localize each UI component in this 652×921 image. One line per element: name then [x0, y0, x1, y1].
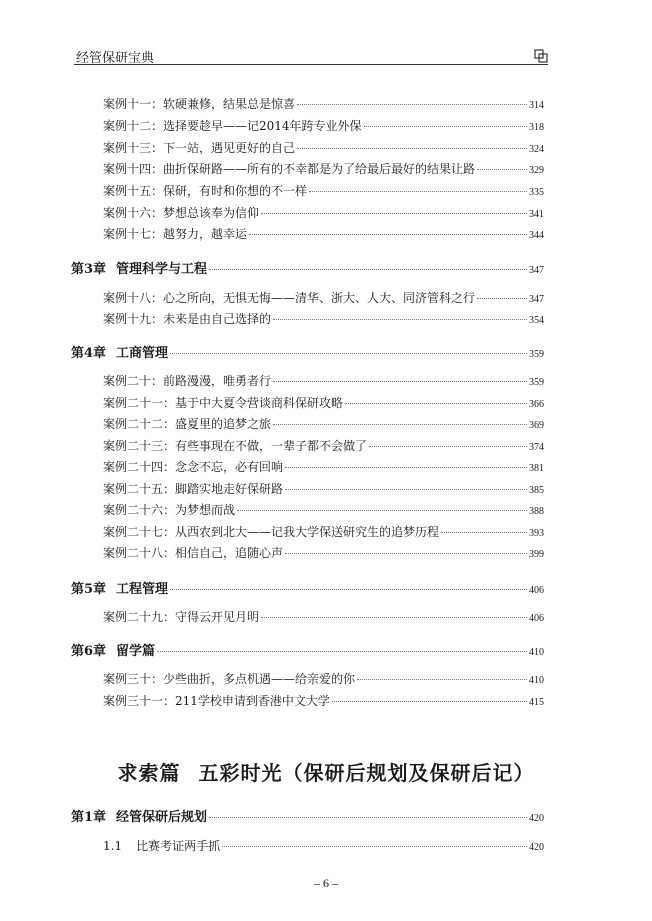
case-title: 为梦想而战: [175, 503, 236, 517]
leader-dots: [369, 446, 527, 447]
page-ref: 399: [529, 549, 544, 560]
leader-dots: [273, 381, 527, 382]
case-label: 案例二十二：: [103, 417, 176, 431]
case-title: 前路漫漫，唯勇者行: [163, 374, 272, 388]
case-title: 少些曲折，多点机遇——给亲爱的你: [163, 672, 356, 686]
case-label: 案例十五：: [103, 184, 164, 198]
case-title: 脚踏实地走好保研路: [175, 482, 284, 496]
leader-dots: [345, 403, 527, 404]
chapter-label: 第6章: [71, 644, 107, 659]
leader-dots: [170, 353, 527, 354]
toc-entry[interactable]: [103, 160, 544, 176]
page-ref: 420: [529, 813, 544, 824]
case-title: 守得云开见月明: [175, 610, 260, 624]
case-title: 从西农到北大——记我大学保送研究生的追梦历程: [175, 525, 440, 539]
leader-dots: [237, 510, 527, 511]
chapter-label: 第4章: [71, 346, 107, 361]
leader-dots: [285, 467, 527, 468]
toc-entry[interactable]: [103, 310, 544, 326]
page-ref: 344: [529, 230, 544, 241]
leader-dots: [261, 213, 527, 214]
toc-chapter[interactable]: [71, 578, 544, 596]
leader-dots: [273, 424, 527, 425]
case-label: 案例二十五：: [103, 482, 176, 496]
leader-dots: [273, 319, 527, 320]
case-title: 越努力，越幸运: [163, 227, 248, 241]
case-title: 梦想总该奉为信仰: [163, 206, 260, 220]
chapter-title: 工程管理: [116, 582, 169, 597]
case-title: 软硬兼修，结果总是惊喜: [163, 97, 296, 111]
chapter-title: 经管保研后规划: [116, 810, 208, 825]
toc-entry[interactable]: [103, 480, 544, 496]
page-ref: 354: [529, 315, 544, 326]
leader-dots: [309, 191, 527, 192]
toc-entry[interactable]: [103, 608, 544, 624]
toc-entry[interactable]: [103, 139, 544, 155]
toc-entry[interactable]: [103, 182, 544, 198]
toc-entry[interactable]: [103, 458, 544, 474]
case-label: 案例三十：: [103, 672, 164, 686]
page-ref: 335: [529, 187, 544, 198]
page-ref: 347: [529, 265, 544, 276]
part-heading: [0, 757, 652, 786]
page-ref: 381: [529, 463, 544, 474]
page-ref: 415: [529, 697, 544, 708]
leader-dots: [285, 553, 527, 554]
page-ref: 369: [529, 420, 544, 431]
leader-dots: [357, 679, 527, 680]
case-label: 案例十九：: [103, 312, 164, 326]
toc-section[interactable]: [103, 837, 544, 853]
book-title: 经管保研宝典: [76, 51, 155, 66]
case-label: 案例三十一：: [103, 694, 176, 708]
case-title: 基于中大夏令营谈商科保研攻略: [175, 396, 344, 410]
leader-dots: [170, 589, 527, 590]
page-ref: 388: [529, 506, 544, 517]
toc-entry[interactable]: [103, 670, 544, 686]
toc-entry[interactable]: [103, 544, 544, 560]
toc-entry[interactable]: [103, 523, 544, 539]
chapter-label: 第1章: [71, 810, 107, 825]
page-ref: 324: [529, 144, 544, 155]
case-label: 案例十七：: [103, 227, 164, 241]
case-label: 案例二十八：: [103, 546, 176, 560]
page-ref: 410: [529, 647, 544, 658]
leader-dots: [209, 269, 527, 270]
case-title: 选择要趁早——记2014年跨专业外保: [163, 119, 362, 133]
page-ref: 366: [529, 399, 544, 410]
chapter-label: 第5章: [71, 582, 107, 597]
page-ref: 314: [529, 100, 544, 111]
case-title: 保研，有时和你想的不一样: [163, 184, 308, 198]
case-label: 案例十八：: [103, 291, 164, 305]
part-name: 求索篇: [117, 761, 181, 785]
case-title: 未来是由自己选择的: [163, 312, 272, 326]
chapter-label: 第3章: [71, 262, 107, 277]
page-ref: 406: [529, 585, 544, 596]
leader-dots: [477, 298, 527, 299]
toc-entry[interactable]: [103, 289, 544, 305]
chapter-title: 留学篇: [116, 644, 156, 659]
case-title: 念念不忘，必有回响: [175, 460, 284, 474]
leader-dots: [209, 817, 527, 818]
case-label: 案例二十：: [103, 374, 164, 388]
toc-entry[interactable]: [103, 225, 544, 241]
toc-entry[interactable]: [103, 372, 544, 388]
toc-chapter[interactable]: [71, 640, 544, 658]
case-label: 案例十二：: [103, 119, 164, 133]
leader-dots: [477, 169, 527, 170]
case-label: 案例二十七：: [103, 525, 176, 539]
case-label: 案例二十一：: [103, 396, 176, 410]
section-title: 比赛考证两手抓: [136, 839, 221, 853]
toc-entry[interactable]: [103, 394, 544, 410]
page-ref: 359: [529, 377, 544, 388]
toc-entry[interactable]: [103, 437, 544, 453]
leader-dots: [261, 617, 527, 618]
page-ref: 393: [529, 528, 544, 539]
page-ref: 329: [529, 165, 544, 176]
toc-chapter[interactable]: [71, 258, 544, 276]
part-title: 五彩时光（保研后规划及保研后记）: [198, 761, 535, 785]
leader-dots: [364, 126, 527, 127]
section-label: 1.1: [103, 839, 123, 853]
toc-entry[interactable]: [103, 117, 544, 133]
case-label: 案例二十九：: [103, 610, 176, 624]
case-label: 案例十四：: [103, 162, 164, 176]
case-title: 有些事现在不做，一辈子都不会做了: [175, 439, 368, 453]
toc-chapter[interactable]: [71, 806, 544, 824]
chapter-title: 管理科学与工程: [116, 262, 208, 277]
case-label: 案例十一：: [103, 97, 164, 111]
case-title: 心之所向，无惧无悔——清华、浙大、人大、同济管科之行: [163, 291, 476, 305]
toc-entry[interactable]: [103, 95, 544, 111]
page-number: – 6 –: [314, 876, 338, 890]
page-ref: 359: [529, 349, 544, 360]
case-title: 盛夏里的追梦之旅: [175, 417, 272, 431]
toc-entry[interactable]: [103, 204, 544, 220]
case-title: 下一站，遇见更好的自己: [163, 141, 296, 155]
page-ref: 318: [529, 122, 544, 133]
case-label: 案例十三：: [103, 141, 164, 155]
case-label: 案例十六：: [103, 206, 164, 220]
page-ref: 410: [529, 675, 544, 686]
leader-dots: [285, 489, 527, 490]
case-label: 案例二十三：: [103, 439, 176, 453]
case-label: 案例二十六：: [103, 503, 176, 517]
case-label: 案例二十四：: [103, 460, 176, 474]
leader-dots: [157, 651, 527, 652]
toc-entry[interactable]: [103, 415, 544, 431]
toc-entry[interactable]: [103, 501, 544, 517]
page-ref: 420: [529, 842, 544, 853]
page-ref: 406: [529, 613, 544, 624]
case-title: 曲折保研路——所有的不幸都是为了给最后最好的结果让路: [163, 162, 476, 176]
leader-dots: [332, 701, 527, 702]
page-ref: 347: [529, 294, 544, 305]
toc-chapter[interactable]: [71, 342, 544, 360]
toc-entry[interactable]: [103, 692, 544, 708]
page-ref: 341: [529, 209, 544, 220]
leader-dots: [249, 234, 527, 235]
chapter-title: 工商管理: [116, 346, 169, 361]
case-title: 相信自己，追随心声: [175, 546, 284, 560]
page-ref: 385: [529, 485, 544, 496]
leader-dots: [441, 532, 527, 533]
leader-dots: [222, 846, 527, 847]
leader-dots: [297, 104, 527, 105]
case-title: 211学校申请到香港中文大学: [175, 694, 330, 708]
page-ref: 374: [529, 442, 544, 453]
leader-dots: [297, 148, 527, 149]
